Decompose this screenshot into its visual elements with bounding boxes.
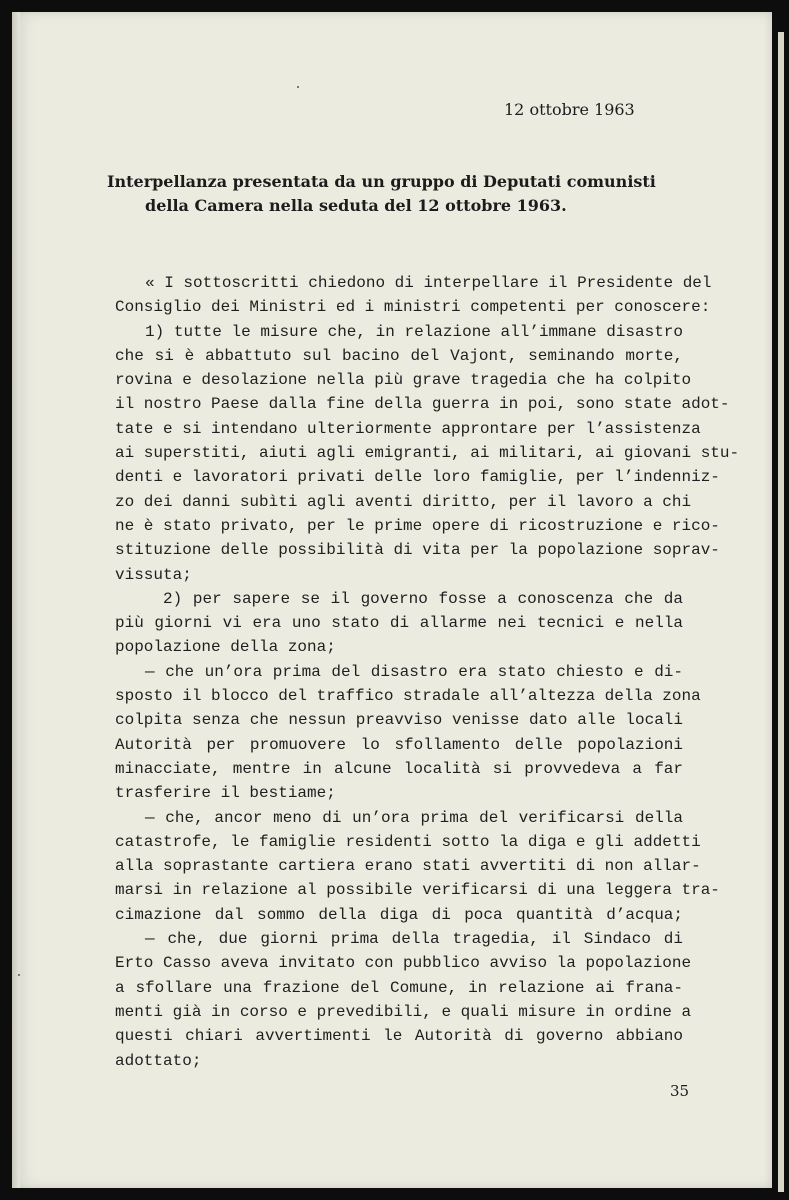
- book-spine-shadow: [12, 12, 20, 1188]
- page-edge: [778, 32, 784, 1192]
- body-text-line: rovina e desolazione nella più grave tragedia che ha colpito: [115, 371, 692, 390]
- page-number: 35: [670, 1082, 690, 1100]
- paper-speck: [18, 974, 20, 976]
- body-text-line: Autorità per promuovere lo sfollamento delle popolazioni: [115, 735, 683, 754]
- heading-line: della Camera nella seduta del 12 ottobre 1963.: [145, 196, 567, 215]
- body-text-line: più giorni vi era uno stato di allarme nei tecnici e nella: [115, 614, 683, 633]
- body-text-line: — che, due giorni prima della tragedia, il Sindaco di: [145, 930, 683, 949]
- body-text-line: il nostro Paese dalla fine della guerra in poi, sono state adot-: [115, 395, 730, 414]
- body-text-line: zo dei danni subìti agli aventi diritto, per il lavoro a chi: [115, 492, 692, 511]
- document-date: 12 ottobre 1963: [504, 100, 635, 119]
- body-text-line: a sfollare una frazione del Comune, in relazione ai frana-: [115, 978, 683, 997]
- body-text-line: trasferire il bestiame;: [115, 784, 336, 803]
- body-text-line: denti e lavoratori privati delle loro famiglie, per l’indenniz-: [115, 468, 720, 487]
- body-text-line: « I sottoscritti chiedono di interpellare il Presidente del: [145, 274, 712, 292]
- body-text-line: stituzione delle possibilità di vita per la popolazione soprav-: [115, 541, 720, 560]
- document-heading: [107, 170, 682, 218]
- body-text-line: adottato;: [115, 1051, 202, 1070]
- body-text-line: ai superstiti, aiuti agli emigranti, ai militari, ai giovani stu-: [115, 444, 740, 463]
- body-text-line: marsi in relazione al possibile verificarsi di una leggera tra-: [115, 881, 720, 900]
- body-text-line: cimazione dal sommo della diga di poca quantità d’acqua;: [115, 905, 683, 924]
- body-text-line: popolazione della zona;: [115, 638, 336, 657]
- paper-speck: [297, 86, 299, 88]
- body-text-line: vissuta;: [115, 565, 192, 584]
- body-text-line: 2) per sapere se il governo fosse a conoscenza che da: [163, 589, 683, 608]
- body-text-line: ne è stato privato, per le prime opere di ricostruzione e rico-: [115, 516, 720, 535]
- body-text-line: colpita senza che nessun preavviso venisse dato alle locali: [115, 711, 683, 730]
- body-text-line: catastrofe, le famiglie residenti sotto la diga e gli addetti: [115, 832, 701, 851]
- body-text-line: questi chiari avvertimenti le Autorità di governo abbiano: [115, 1027, 683, 1046]
- body-text-line: menti già in corso e prevedibili, e quali misure in ordine a: [115, 1002, 692, 1021]
- body-text-line: tate e si intendano ulteriormente approntare per l’assistenza: [115, 419, 701, 438]
- document-page: [12, 12, 772, 1188]
- body-text-line: — che un’ora prima del disastro era stato chiesto e di-: [145, 662, 683, 681]
- body-text-line: — che, ancor meno di un’ora prima del verificarsi della: [145, 808, 683, 827]
- body-text-line: Erto Casso aveva invitato con pubblico avviso la popolazione: [115, 954, 692, 973]
- body-text-line: alla soprastante cartiera erano stati avvertiti di non allar-: [115, 857, 701, 876]
- body-text-line: 1) tutte le misure che, in relazione all’immane disastro: [145, 322, 683, 341]
- body-text-line: minacciate, mentre in alcune località si provvedeva a far: [115, 759, 683, 778]
- body-text-line: sposto il blocco del traffico stradale all’altezza della zona: [115, 687, 701, 706]
- body-text-line: che si è abbattuto sul bacino del Vajont, seminando morte,: [115, 346, 683, 365]
- document-body: [115, 271, 740, 1073]
- body-text-line: Consiglio dei Ministri ed i ministri competenti per conoscere:: [115, 298, 711, 317]
- heading-line: Interpellanza presentata da un gruppo di Deputati comunisti: [107, 172, 656, 191]
